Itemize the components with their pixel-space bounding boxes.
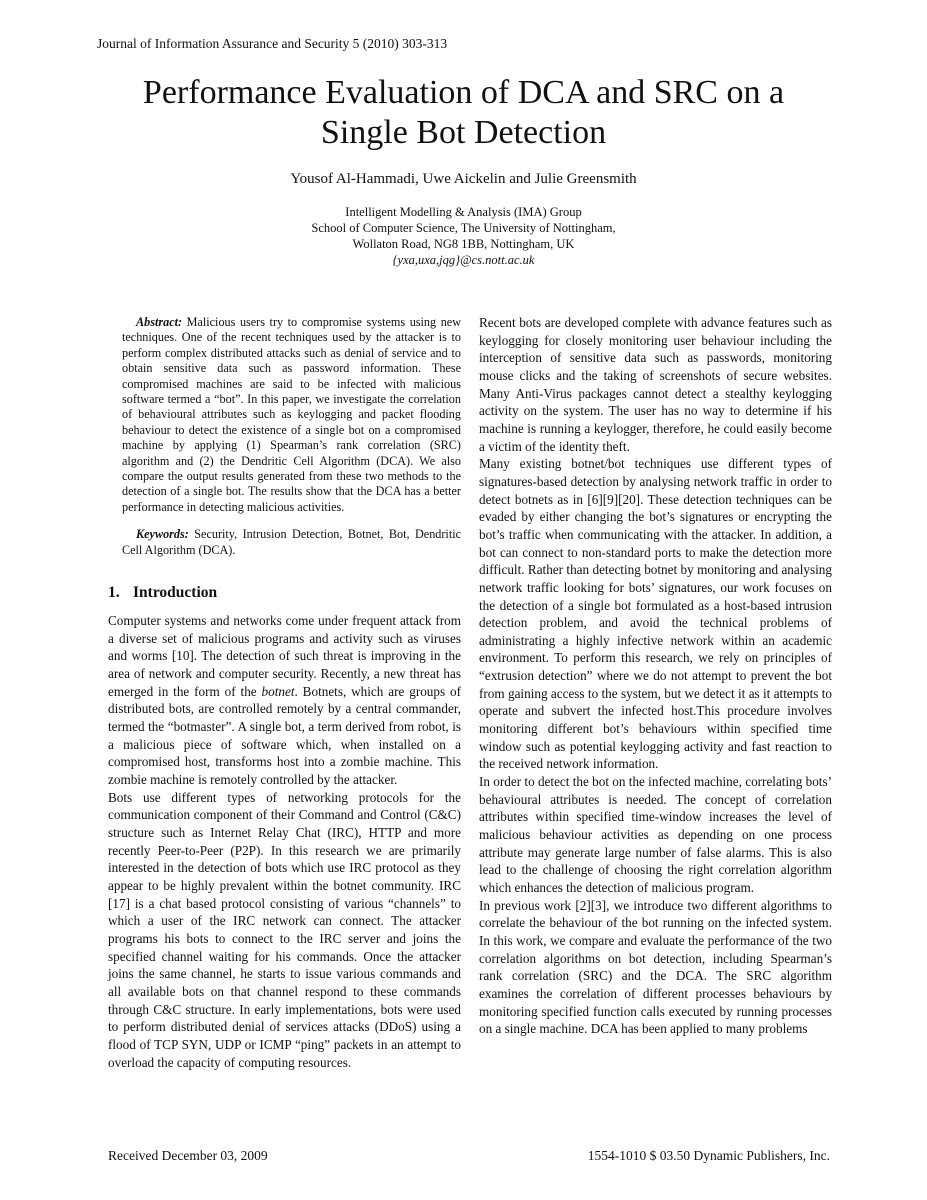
- paper-title: [60, 73, 867, 153]
- intro-paragraph-2: Bots use different types of networking protocols for the communication component of their Command and Control (C&C) structure such as Internet Relay Chat (IRC), HTTP and more recently Peer-to-Peer (P2P). In this research we are primarily interested in the detection of bots which use IRC protocol as they appear to be highly prevalent within the botnet community. IRC [17] is a chat based protocol consisting of various “channels” to which a user of the IRC network can connect. The attacker programs his bots to connect to the IRC server and joins the specified channel waiting for his commands. Once the attacker joins the same channel, he starts to issue various commands and all available bots on that channel respond to these commands through C&C structure. In early implementations, bots were used to perform distributed denial of services attacks (DDoS) using a flood of TCP SYN, UDP or ICMP “ping” packets in an attempt to overload the capacity of computing resources.: [108, 789, 461, 1070]
- received-date: Received December 03, 2009: [108, 1148, 268, 1163]
- right-column: [479, 314, 832, 1038]
- right-paragraph-3: In order to detect the bot on the infected machine, correlating bots’ behavioural attributes is needed. The concept of correlation attributes within specified time-window increases the level of malicious behaviour activities as depending on one process attribute may generate large number of false alarms. This is also lead to the challenge of choosing the right correlation algorithm which enhances the detection of malicious program.: [479, 774, 832, 895]
- abstract-paragraph: Abstract: Malicious users try to compromise systems using new techniques. One of the recent techniques used by the attacker is to perform complex distributed attacks such as denial of service and to obtain sensitive data such as password information. These compromised machines are said to be infected with malicious software termed a “bot”. In this paper, we investigate the correlation of behavioural attributes such as keylogging and packet flooding behaviour to detect the existence of a single bot on a compromised machine by applying (1) Spearman’s rank correlation (SRC) algorithm and (2) the Dendritic Cell Algorithm (DCA). We also compare the output results generated from these two methods to the detection of a single bot. The results show that the DCA has a better performance in detecting malicious activities.: [122, 315, 462, 514]
- keywords-label: Keywords: [136, 527, 185, 542]
- abstract-label: Abstract: [136, 315, 178, 329]
- abstract: [122, 315, 461, 515]
- title-line-2: Single Bot Detection: [320, 114, 607, 151]
- emphasis-botnet: botnet: [261, 683, 295, 699]
- abstract-text: Malicious users try to compromise systems using new techniques. One of the recent techniques used by the attacker is to perform complex distributed attacks such as denial of service and to obtain sensitive data such as password information. These compromised machines are said to be infected with malicious software termed a “bot”. In this paper, we investigate the correlation of behavioural attributes such as keylogging and packet flooding behaviour to detect the existence of a single bot on a compromised machine by applying (1) Spearman’s rank correlation (SRC) algorithm and (2) the Dendritic Cell Algorithm (DCA). We also compare the output results generated from these two methods to the detection of a single bot. The results show that the DCA has a better performance in detecting malicious activities.: [122, 315, 462, 514]
- section-title: Introduction: [133, 584, 218, 602]
- affiliation-line-3: Wollaton Road, NG8 1BB, Nottingham, UK: [352, 237, 575, 251]
- left-column: [108, 315, 461, 1071]
- publisher-info: 1554-1010 $ 03.50 Dynamic Publishers, Inc.: [587, 1148, 830, 1163]
- running-head: Journal of Information Assurance and Security 5 (2010) 303-313: [97, 36, 448, 51]
- right-paragraph-2: Many existing botnet/bot techniques use different types of signatures-based detection by analysing network traffic in order to detect botnets as in [6][9][20]. These detection techniques can be evaded by either changing the bot’s signatures or encrypting the bot’s traffic when communicating with the attacker. In addition, a bot can connect to non-standard ports to make the detection more difficult. Rather than detecting botnet by monitoring and analysing network traffic looking for bots’ signatures, our work focuses on the detection of a single bot formulated as a host-based intrusion detection problem, and avoid the technical problems of administrating a highly infective network within an academic environment. To perform this research, we rely on principles of “extrusion detection” where we do not attempt to prevent the bot from gaining access to the system, but we detect it as it attempts to operate and subvert the infected host.This procedure involves monitoring different bot’s behaviours within specified time window such as potential keylogging activity and fast reaction to the received network information.: [479, 456, 832, 772]
- author-email[interactable]: {yxa,uxa,jqg}@cs.nott.ac.uk: [392, 253, 535, 267]
- intro-paragraph-1: Computer systems and networks come under frequent attack from a diverse set of malicious programs and activity such as viruses and worms [10]. The detection of such threat is improving in the area of network and computer security. Recently, a new threat has emerged in the form of the botnet. Botnets, which are groups of distributed bots, are controlled remotely by a central commander, termed the “botmaster”. A single bot, a term derived from robot, is a malicious piece of software which, when installed on a compromised host, transforms host into a zombie machine. This zombie machine is remotely controlled by the attacker.: [108, 613, 461, 787]
- title-line-1: Performance Evaluation of DCA and SRC on a: [142, 74, 785, 111]
- right-paragraph-4: In previous work [2][3], we introduce two different algorithms to correlate the behaviour of the bot running on the infected system. In this work, we compare and evaluate the performance of the two correlation algorithms on bot detection, including Spearman’s rank correlation (SRC) and the DCA. The SRC algorithm examines the correlation of different processes behaviours by monitoring specified function calls executed by running processes on a single machine. DCA has been applied to many problems: [479, 897, 832, 1037]
- section-number: 1.: [108, 584, 120, 602]
- affiliation-line-2: School of Computer Science, The University of Nottingham,: [311, 221, 616, 235]
- keywords-text: Security, Intrusion Detection, Botnet, Bot, Dendritic Cell Algorithm (DCA).: [122, 527, 462, 557]
- section-heading-introduction: [108, 584, 461, 602]
- affiliation-line-1: Intelligent Modelling & Analysis (IMA) Group: [345, 205, 582, 219]
- authors: Yousof Al-Hammadi, Uwe Aickelin and Julie Greensmith: [290, 171, 637, 187]
- keywords: Keywords: Security, Intrusion Detection, Botnet, Bot, Dendritic Cell Algorithm (DCA).: [122, 527, 462, 557]
- right-paragraph-1: Recent bots are developed complete with advance features such as keylogging for closely monitoring user behaviour including the interception of sensitive data such as passwords, monitoring mouse clicks and the taking of screenshots of secure websites. Many Anti-Virus packages cannot detect a stealthy keylogging activity on the system. The user has no way to determine if his machine is running a keylogger, therefore, he could easily become a victim of the identity theft.: [479, 315, 832, 454]
- affiliation: [60, 204, 867, 268]
